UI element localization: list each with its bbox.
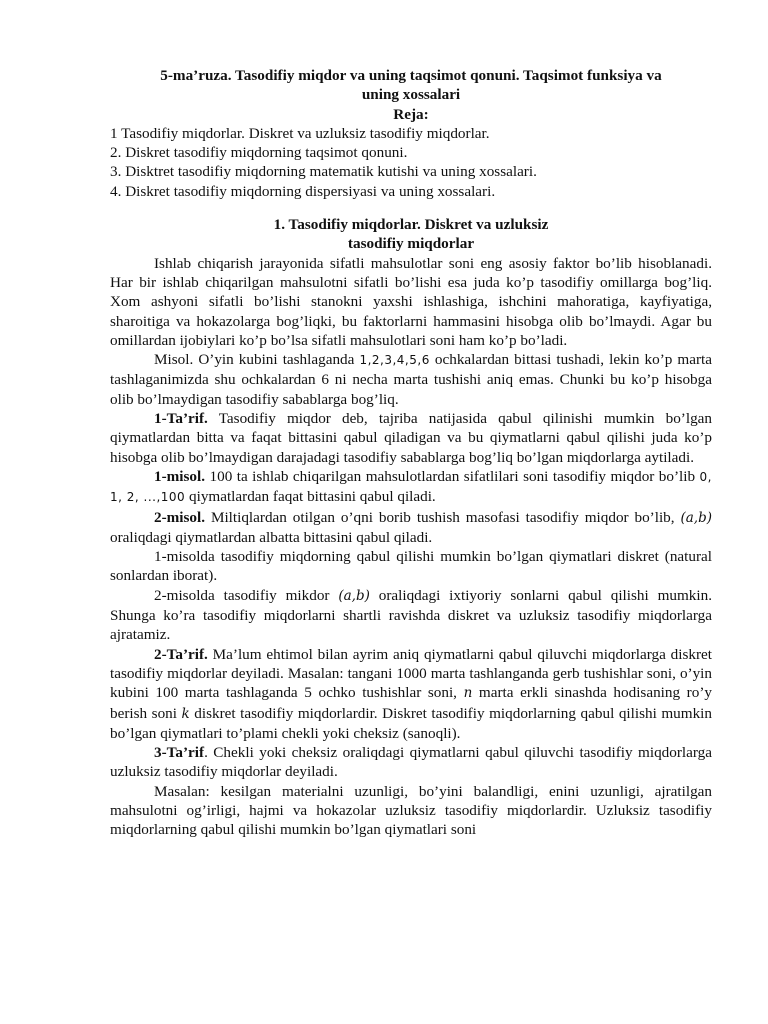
document-page: [110, 66, 712, 840]
paragraph-definition-2: [110, 645, 712, 743]
text: . Chekli yoki cheksiz oraliqdagi qiymatlarni qabul qiluvchi tasodifiy miqdorlarga uzluksiz tasodifiy miqdorlar deyiladi.: [110, 744, 712, 781]
plan-item-4: 4. Diskret tasodifiy miqdorning dispersiyasi va uning xossalari.: [110, 182, 496, 200]
spacer: [110, 201, 712, 215]
paragraph-intro: Ishlab chiqarish jarayonida sifatli mahsulotlar soni eng asosiy faktor bo’lib hisoblanadi. Har bir ishlab chiqarilgan mahsulotni sifatli bo’lishi esa juda ko’p tasodifiy omillarga bog’liq. Xom ashyoni sifatli bo’lishi stanokni yaxshi ishlashiga, ishchini mahoratiga, kayfiyatiga, sharoitiga va hokazolarga bog’liqki, bu faktorlarni hammasini hisobga olib bo’lmaydi. Agar bu omillardan ijobiylari ko’p bo’lsa sifatli mahsulotlari soni ham ko’p bo’ladi.: [110, 254, 712, 349]
text: oraliqdagi ixtiyoriy sonlarni qabul qilishi mumkin. Shunga ko’ra tasodifiy miqdorlarni shartli ravishda diskret va uzluksiz tasodifiy miqdorlarga ajratamiz.: [110, 586, 712, 644]
paragraph-definition-1: [110, 409, 712, 467]
text: qiymatlardan faqat bittasini qabul qiladi.: [185, 488, 436, 506]
paragraph-continuous-note: [110, 586, 712, 645]
text: Ma’lum ehtimol bilan ayrim aniq qiymatlarni qabul qiluvchi miqdorlarga diskret tasodifiy miqdorlar deyiladi. Masalan: tangani 1000 marta tashlanganda gerb tushishlar soni, o’yin kubini 100 marta tashlaganda 5 ochko tushishlar soni,: [110, 645, 712, 702]
plan-list: [110, 124, 712, 201]
paragraph-example-1: [110, 467, 712, 508]
definition-label: 2-Ta’rif.: [154, 645, 208, 663]
paragraph-example-2: [110, 508, 712, 548]
text: Miltiqlardan otilgan o’qni borib tushish masofasi tasodifiy miqdor bo’lib,: [205, 508, 681, 526]
math-interval-ab: (a,b): [338, 587, 370, 604]
math-interval-ab: (a,b): [680, 509, 712, 526]
lecture-title-line2: uning xossalari: [361, 86, 461, 104]
paragraph-discrete-note: 1-misolda tasodifiy miqdorning qabul qilishi mumkin bo’lgan qiymatlari diskret (natural sonlardan iborat).: [110, 548, 712, 585]
example-label: 1-misol.: [154, 467, 206, 485]
math-k: k: [181, 705, 190, 722]
plan-item-3: 3. Disktret tasodifiy miqdorning matematik kutishi va uning xossalari.: [110, 163, 537, 181]
definition-label: 3-Ta’rif: [154, 744, 205, 762]
plan-label: Reja:: [393, 105, 429, 123]
definition-label: 1-Ta’rif.: [154, 410, 208, 428]
math-dice-values: 1,2,3,4,5,6: [359, 353, 430, 368]
text: O’yin kubini tashlaganda: [193, 351, 360, 369]
math-n: n: [463, 685, 473, 702]
lecture-title-line1: 5-ma’ruza. Tasodifiy miqdor va uning taqsimot qonuni. Taqsimot funksiya va: [160, 67, 662, 84]
section-title-line1: 1. Tasodifiy miqdorlar. Diskret va uzluksiz: [273, 216, 549, 234]
text: Tasodifiy miqdor deb, tajriba natijasida qabul qilinishi mumkin bo’lgan qiymatlardan bitta va faqat bittasini qabul qiladigan va bu qiymatlarni qabul qilishi juda ko’p hisobga olib bo’lmaydigan darajadagi tasodifiy sabablarga bog’liq bo’lgan miqdorlarga aytiladi.: [110, 410, 712, 466]
text: ochkalardan bittasi tushadi, lekin ko’p marta tashlaganimizda shu ochkalardan 6 ni necha marta tushishi aniq emas. Chunki bu ko’p hisobga olib bo’lmaydigan tasodifiy sabablarga bog’liq.: [110, 351, 713, 408]
text: 2-misolda tasodifiy mikdor: [154, 586, 339, 604]
lecture-title: [110, 66, 712, 105]
section-title-line2: tasodifiy miqdorlar: [347, 235, 475, 253]
text: oraliqdagi qiymatlardan albatta bittasini qabul qiladi.: [110, 528, 433, 546]
math-values-0-100: 0, 1, 2, ...,100: [110, 469, 712, 505]
example-label: Misol.: [154, 351, 194, 369]
paragraph-continuous-examples: Masalan: kesilgan materialni uzunligi, bo’yini balandligi, enini uzunligi, ajratilgan mahsulotni og’irligi, hajmi va hokazolar uzluksiz tasodifiy miqdorlardir. Uzluksiz tasodifiy miqdorlarning qabul qilishi mumkin bo’lgan qiymatlari soni: [110, 782, 712, 839]
plan-item-1: 1 Tasodifiy miqdorlar. Diskret va uzluksiz tasodifiy miqdorlar.: [110, 124, 490, 142]
plan-item-2: 2. Diskret tasodifiy miqdorning taqsimot qonuni.: [110, 144, 408, 162]
section-title: [110, 215, 712, 254]
text: marta erkli sinashda hodisaning ro’y berish soni: [110, 684, 712, 722]
paragraph-example-dice: [110, 350, 712, 409]
example-label: 2-misol.: [154, 508, 206, 526]
text: diskret tasodifiy miqdorlardir. Diskret tasodifiy miqdorlarning qabul qilishi mumkin bo’lgan qiymatlari to’plami chekli yoki cheksiz (sanoqli).: [110, 704, 712, 742]
text: 100 ta ishlab chiqarilgan mahsulotlardan sifatlilari soni tasodifiy miqdor bo’lib: [205, 467, 700, 485]
paragraph-definition-3: [110, 743, 712, 782]
